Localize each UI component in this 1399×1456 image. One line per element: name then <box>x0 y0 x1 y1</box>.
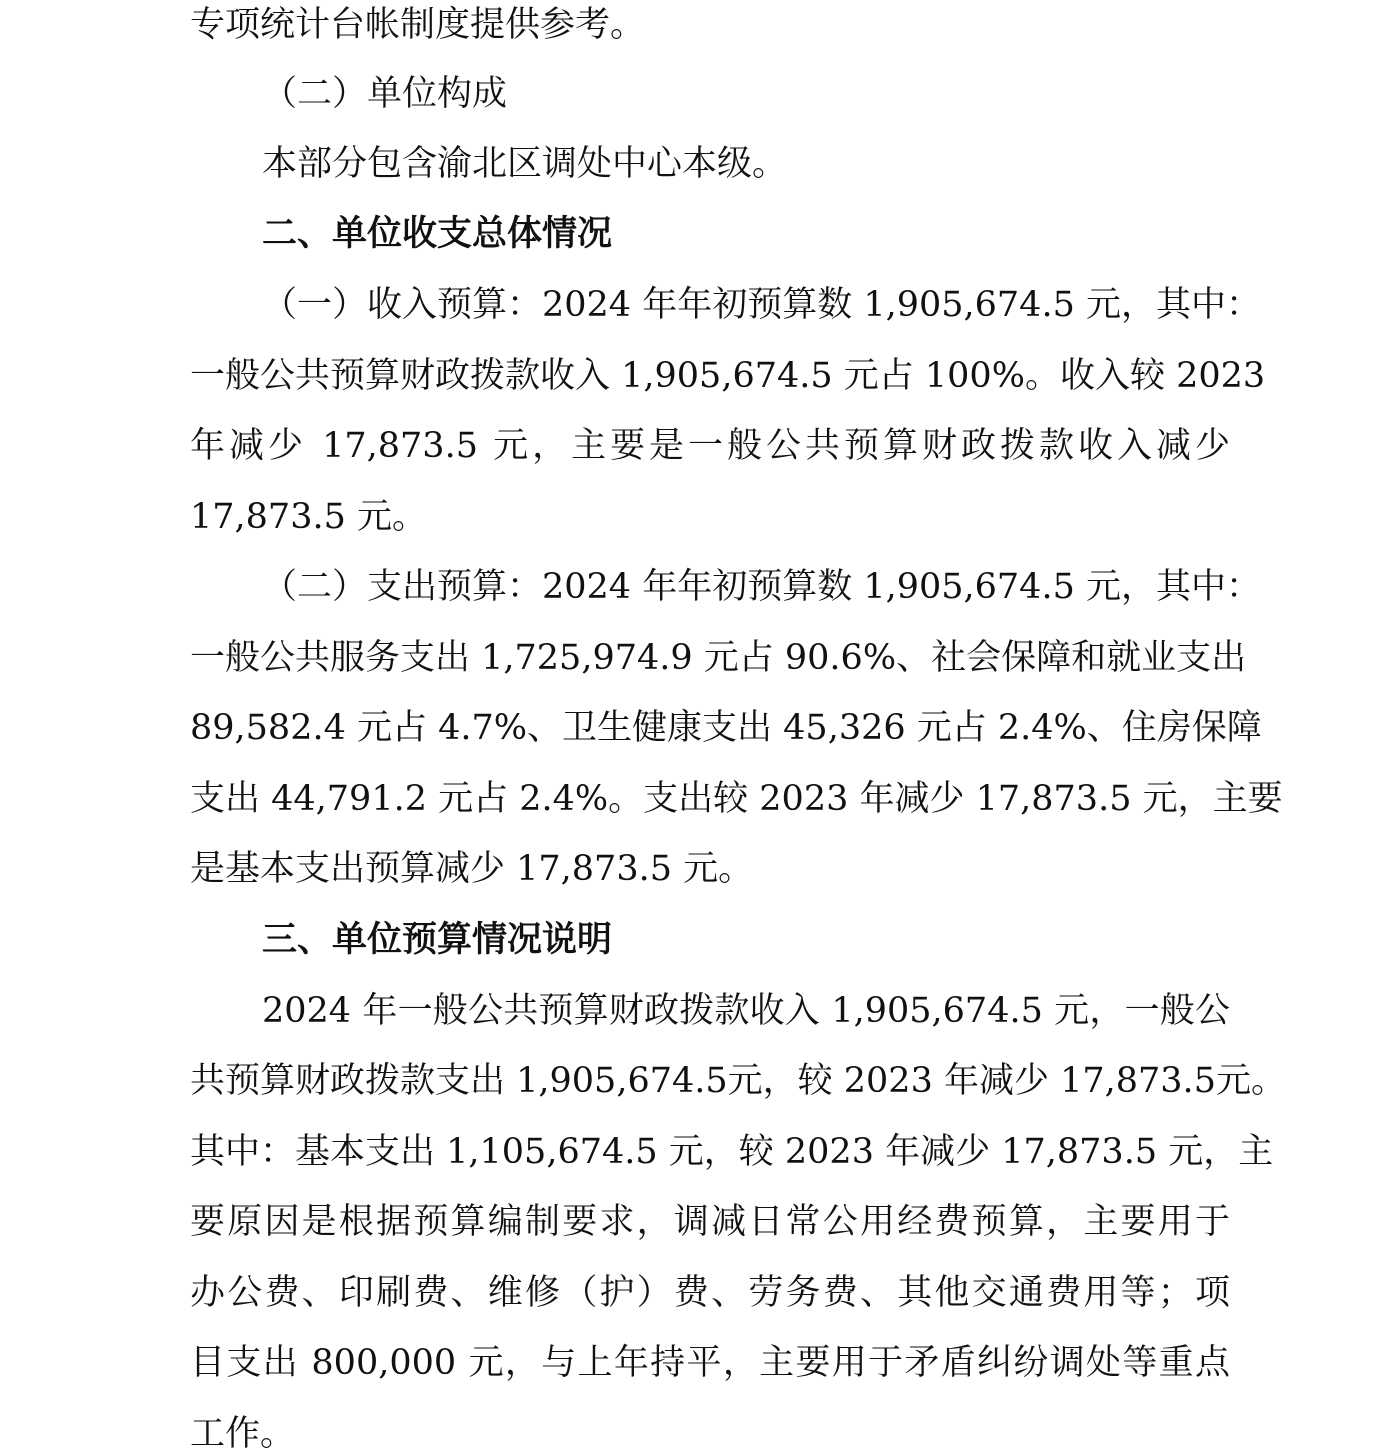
paragraph-line: 办公费、印刷费、维修（护）费、劳务费、其他交通费用等；项 <box>190 1273 1230 1313</box>
paragraph-line: （二）支出预算：2024 年年初预算数 1,905,674.5 元，其中： <box>262 567 1261 607</box>
paragraph-line: 目支出 800,000 元，与上年持平，主要用于矛盾纠纷调处等重点 <box>190 1343 1230 1383</box>
paragraph-line: 一般公共服务支出 1,725,974.9 元占 90.6%、社会保障和就业支出 <box>190 638 1247 678</box>
paragraph-line: （一）收入预算：2024 年年初预算数 1,905,674.5 元，其中： <box>262 285 1261 325</box>
paragraph-line: 一般公共预算财政拨款收入 1,905,674.5 元占 100%。收入较 2023 <box>190 356 1266 396</box>
paragraph-line: 工作。 <box>190 1414 296 1454</box>
section-heading: （二）单位构成 <box>262 74 508 114</box>
paragraph-line: 支出 44,791.2 元占 2.4%。支出较 2023 年减少 17,873.5 元，主要 <box>190 779 1283 819</box>
paragraph-line: 年减少 17,873.5 元，主要是一般公共预算财政拨款收入减少 <box>190 426 1230 466</box>
paragraph-line: 要原因是根据预算编制要求，调减日常公用经费预算，主要用于 <box>190 1202 1230 1242</box>
paragraph-line: 89,582.4 元占 4.7%、卫生健康支出 45,326 元占 2.4%、住房保障 <box>190 708 1262 748</box>
paragraph-line: 17,873.5 元。 <box>190 497 427 537</box>
section-heading: 二、单位收支总体情况 <box>262 214 613 254</box>
paragraph-line: 2024 年一般公共预算财政拨款收入 1,905,674.5 元，一般公 <box>262 991 1230 1031</box>
paragraph-line: 是基本支出预算减少 17,873.5 元。 <box>190 849 754 889</box>
paragraph-line: 本部分包含渝北区调处中心本级。 <box>262 144 788 184</box>
section-heading: 三、单位预算情况说明 <box>262 920 613 960</box>
paragraph-line: 专项统计台帐制度提供参考。 <box>190 5 646 45</box>
paragraph-line: 共预算财政拨款支出 1,905,674.5元，较 2023 年减少 17,873.5元。 <box>190 1061 1286 1101</box>
paragraph-line: 其中：基本支出 1,105,674.5 元，较 2023 年减少 17,873.5 元，主 <box>190 1132 1274 1172</box>
